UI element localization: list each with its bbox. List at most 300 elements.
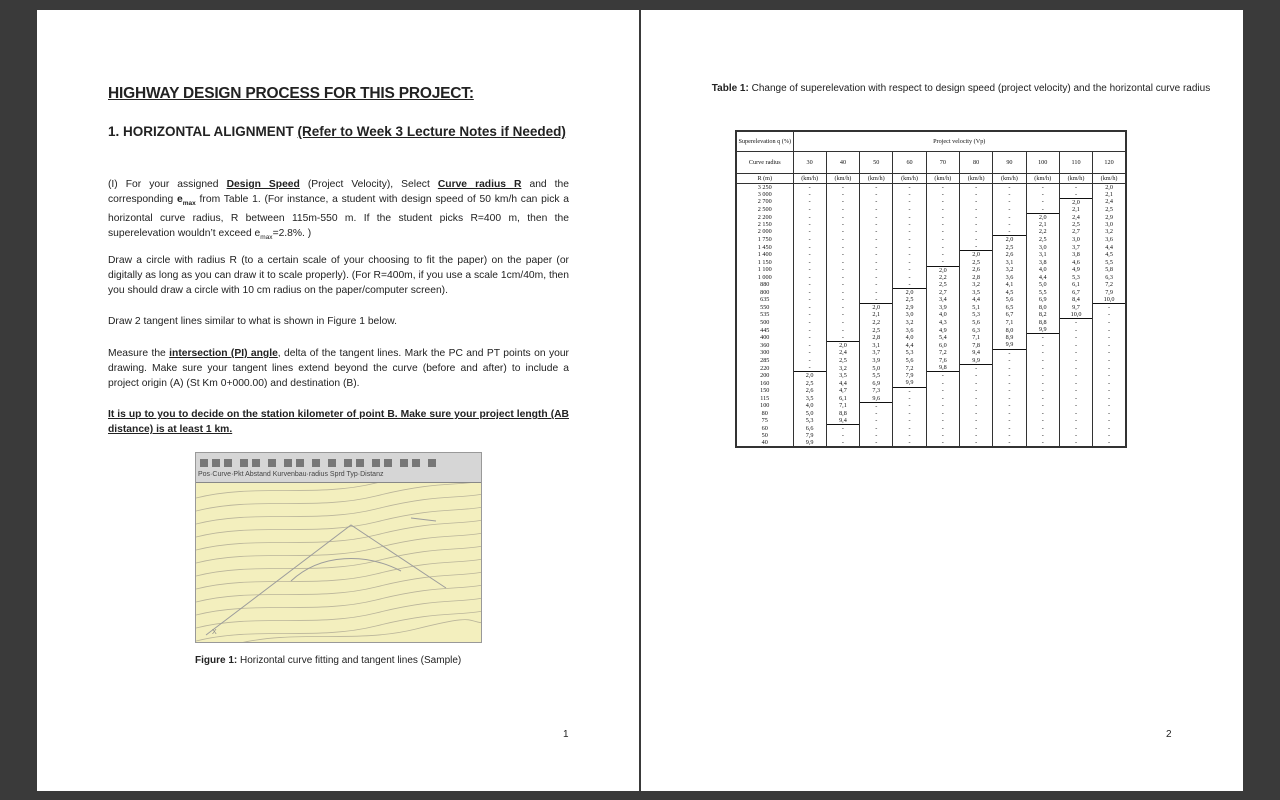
value-cell: - [1026,402,1059,410]
text-run: and the corresponding [108,179,569,205]
value-cell: 3,5 [826,372,859,380]
value-cell: - [1026,417,1059,425]
value-cell: 3,9 [860,357,893,365]
value-cell: - [793,221,826,228]
value-cell: 2,8 [959,274,992,281]
value-cell: - [959,243,992,251]
value-cell: - [826,274,859,281]
value-cell: 5,5 [1026,288,1059,296]
value-cell: 9,6 [860,395,893,403]
speed-header: 120 [1093,151,1126,173]
radius-cell: 75 [736,417,793,425]
value-cell: - [860,221,893,228]
value-cell: - [993,183,1026,191]
value-cell: 9,9 [793,439,826,447]
value-cell: 3,6 [893,326,926,334]
design-speed-term: Design Speed [226,179,300,190]
value-cell: - [826,228,859,236]
value-cell: - [959,213,992,221]
value-cell: - [826,326,859,334]
table-row [736,243,1126,251]
emax-symbol: e [177,194,183,205]
value-cell: - [793,206,826,214]
value-cell: - [1059,191,1092,199]
speed-header: 30 [793,151,826,173]
toolbar-status-row: Pos·Curve·Pkt Abstand Kurvenbau·radius Sprd Typ·Distanz [198,471,384,478]
value-cell: 9,8 [926,364,959,372]
value-cell: 4,4 [1026,274,1059,281]
value-cell: - [959,387,992,395]
instruction-paragraph-2: Draw a circle with radius R (to a certain scale of your choosing to fit the paper) on the paper (or digitally as long as you can draw it to scale properly). (For R=400m, if you use a scale 1cm/40m, then you should draw a circle with 10 cm radius on the paper/computer screen). [108,255,570,296]
radius-cell: 115 [736,395,793,403]
instruction-paragraph-3: Draw 2 tangent lines similar to what is shown in Figure 1 below. [108,316,398,327]
value-cell: 4,6 [1059,258,1092,266]
value-cell: - [860,228,893,236]
radius-cell: 40 [736,439,793,447]
value-cell: 3,0 [1093,221,1126,228]
value-cell: - [793,341,826,349]
value-cell: - [993,432,1026,439]
curve-radius-header: Curve radius [736,151,793,173]
value-cell: - [1026,364,1059,372]
value-cell: 4,1 [993,281,1026,289]
value-cell: - [860,410,893,417]
table-row [736,379,1126,387]
value-cell: - [860,191,893,199]
value-cell: 3,9 [926,304,959,312]
value-cell: 2,5 [993,243,1026,251]
table-row [736,425,1126,433]
value-cell: - [826,296,859,304]
value-cell: - [893,198,926,206]
value-cell: - [926,183,959,191]
value-cell: - [1093,402,1126,410]
value-cell: - [1093,425,1126,433]
value-cell: 5,3 [793,417,826,425]
value-cell: - [860,213,893,221]
value-cell: 4,5 [993,288,1026,296]
value-cell: - [1059,379,1092,387]
value-cell: - [1059,402,1092,410]
value-cell: - [993,417,1026,425]
value-cell: - [893,206,926,214]
value-cell: 7,1 [993,319,1026,327]
value-cell: - [926,243,959,251]
value-cell: - [793,274,826,281]
value-cell: - [926,258,959,266]
value-cell: - [993,364,1026,372]
value-cell: - [993,221,1026,228]
unit-header: (km/h) [826,173,859,183]
value-cell: - [893,432,926,439]
table-row [736,334,1126,342]
value-cell: - [793,251,826,259]
value-cell: - [826,311,859,319]
value-cell: 7,9 [893,372,926,380]
value-cell: 3,7 [1059,243,1092,251]
text-run: from Table 1. (For instance, a student with design speed of 50 km/h can pick a horizontal curve radius, R between 115m-550 m. If the student picks R=400 m, then the superelevation wouldn’t exceed e [108,194,569,240]
value-cell: - [993,357,1026,365]
value-cell: - [926,432,959,439]
value-cell: 5,0 [793,410,826,417]
value-cell: 4,0 [793,402,826,410]
value-cell: - [826,213,859,221]
section-number: 1. [108,124,120,139]
value-cell: 2,9 [1093,213,1126,221]
value-cell: - [860,402,893,410]
value-cell: 6,3 [959,326,992,334]
value-cell: - [1059,183,1092,191]
value-cell: 2,1 [860,311,893,319]
value-cell: - [959,228,992,236]
value-cell: - [1093,417,1126,425]
value-cell: 5,6 [993,296,1026,304]
value-cell: 2,7 [926,288,959,296]
value-cell: - [860,281,893,289]
figure-caption-label: Figure 1: [195,655,238,666]
value-cell: 3,8 [1059,251,1092,259]
value-cell: - [959,206,992,214]
radius-cell: 800 [736,288,793,296]
value-cell: - [893,281,926,289]
speed-header: 100 [1026,151,1059,173]
radius-cell: 3 250 [736,183,793,191]
radius-cell: 2 200 [736,213,793,221]
value-cell: - [826,304,859,312]
text-run: Measure the [108,348,170,359]
value-cell: - [793,349,826,357]
value-cell: 9,9 [1026,326,1059,334]
value-cell: - [893,243,926,251]
value-cell: - [1093,395,1126,403]
figure-1-image [195,452,482,643]
project-velocity-header: Project velocity (Vp) [793,131,1126,151]
table-row [736,251,1126,259]
value-cell: - [926,395,959,403]
value-cell: - [893,251,926,259]
section-reference: (Refer to Week 3 Lecture Notes if Needed) [297,124,566,139]
value-cell: 3,6 [1093,236,1126,244]
value-cell: 5,5 [1093,258,1126,266]
value-cell: 2,5 [959,258,992,266]
radius-cell: 3 000 [736,191,793,199]
superelevation-table [735,130,1127,448]
value-cell: 8,0 [993,326,1026,334]
unit-header: (km/h) [860,173,893,183]
radius-cell: 400 [736,334,793,342]
value-cell: - [793,258,826,266]
value-cell: 9,9 [893,379,926,387]
table-row [736,311,1126,319]
value-cell: 2,0 [793,372,826,380]
radius-cell: 285 [736,357,793,365]
value-cell: 2,4 [826,349,859,357]
value-cell: - [893,387,926,395]
value-cell: - [1026,191,1059,199]
value-cell: - [1093,379,1126,387]
value-cell: - [826,281,859,289]
value-cell: - [1093,304,1126,312]
value-cell: 2,5 [893,296,926,304]
value-cell: - [1093,364,1126,372]
value-cell: 2,0 [893,288,926,296]
speed-header: 50 [860,151,893,173]
value-cell: - [860,243,893,251]
value-cell: - [826,206,859,214]
value-cell: 3,2 [993,266,1026,274]
value-cell: 4,0 [893,334,926,342]
value-cell: - [1093,357,1126,365]
table-row [736,206,1126,214]
value-cell: 6,0 [926,341,959,349]
radius-cell: 880 [736,281,793,289]
radius-cell: 60 [736,425,793,433]
value-cell: - [826,183,859,191]
value-cell: 7,3 [860,387,893,395]
value-cell: - [826,258,859,266]
value-cell: - [826,266,859,274]
value-cell: 2,0 [860,304,893,312]
value-cell: - [793,319,826,327]
value-cell: 7,2 [926,349,959,357]
value-cell: 6,3 [1093,274,1126,281]
value-cell: - [860,206,893,214]
table-row [736,432,1126,439]
table-row [736,228,1126,236]
value-cell: 2,0 [1026,213,1059,221]
value-cell: 8,8 [1026,319,1059,327]
value-cell: - [893,439,926,447]
table-row [736,236,1126,244]
page-title: HIGHWAY DESIGN PROCESS FOR THIS PROJECT: [108,85,474,102]
value-cell: - [826,334,859,342]
table-row [736,304,1126,312]
unit-header: (km/h) [1093,173,1126,183]
value-cell: - [793,326,826,334]
value-cell: - [860,251,893,259]
value-cell: - [926,372,959,380]
unit-header: (km/h) [893,173,926,183]
value-cell: - [893,236,926,244]
value-cell: - [793,304,826,312]
value-cell: - [860,198,893,206]
value-cell: 3,0 [1026,243,1059,251]
value-cell: 2,0 [926,266,959,274]
value-cell: 6,7 [993,311,1026,319]
value-cell: - [793,296,826,304]
value-cell: 2,5 [1026,236,1059,244]
page-number: 2 [1166,729,1172,740]
value-cell: - [959,439,992,447]
value-cell: - [793,243,826,251]
radius-cell: 80 [736,410,793,417]
value-cell: - [926,402,959,410]
value-cell: - [1026,379,1059,387]
value-cell: - [959,402,992,410]
value-cell: 7,8 [959,341,992,349]
radius-cell: 1 400 [736,251,793,259]
value-cell: - [793,288,826,296]
value-cell: 2,5 [860,326,893,334]
value-cell: 3,2 [893,319,926,327]
table-row [736,198,1126,206]
value-cell: - [793,281,826,289]
radius-cell: 200 [736,372,793,380]
radius-cell: 2 500 [736,206,793,214]
value-cell: - [793,357,826,365]
figure-marker-label: X [212,629,217,636]
radius-cell: 2 150 [736,221,793,228]
value-cell: 8,8 [826,410,859,417]
radius-cell: 2 000 [736,228,793,236]
value-cell: - [1059,425,1092,433]
value-cell: 6,1 [1059,281,1092,289]
corner-label: Superelevation q (%) [736,131,793,151]
value-cell: 2,5 [826,357,859,365]
value-cell: - [893,266,926,274]
value-cell: 5,8 [1093,266,1126,274]
value-cell: - [826,425,859,433]
value-cell: - [993,402,1026,410]
value-cell: - [959,379,992,387]
value-cell: 3,5 [793,395,826,403]
value-cell: - [926,425,959,433]
radius-cell: 150 [736,387,793,395]
value-cell: 2,6 [793,387,826,395]
value-cell: 6,9 [1026,296,1059,304]
value-cell: - [826,251,859,259]
value-cell: - [1059,432,1092,439]
value-cell: 5,3 [1059,274,1092,281]
value-cell: - [993,372,1026,380]
value-cell: - [959,417,992,425]
value-cell: - [860,183,893,191]
value-cell: - [1026,395,1059,403]
value-cell: - [926,387,959,395]
value-cell: - [926,213,959,221]
value-cell: 10,0 [1093,296,1126,304]
radius-cell: 2 700 [736,198,793,206]
value-cell: - [793,334,826,342]
value-cell: 2,6 [959,266,992,274]
value-cell: - [1026,198,1059,206]
value-cell: 2,0 [1059,198,1092,206]
value-cell: - [860,288,893,296]
curve-radius-term: Curve radius R [437,179,522,190]
radius-cell: 500 [736,319,793,327]
value-cell: - [893,410,926,417]
table-row [736,341,1126,349]
value-cell: 4,4 [893,341,926,349]
table-row [736,326,1126,334]
value-cell: - [1093,410,1126,417]
table-caption-text: Change of superelevation with respect to design speed (project velocity) and the horizontal curve radius [748,83,1211,94]
value-cell: - [826,236,859,244]
value-cell: - [1026,183,1059,191]
value-cell: - [1093,311,1126,319]
toolbar-icons [196,455,482,471]
table-row [736,387,1126,395]
text-run: =2.8%. ) [272,228,312,240]
table-row [736,395,1126,403]
instruction-paragraph-1 [108,177,569,245]
value-cell: - [860,236,893,244]
value-cell: 6,1 [826,395,859,403]
value-cell: - [1059,372,1092,380]
radius-cell: 550 [736,304,793,312]
value-cell: - [893,191,926,199]
value-cell: 4,9 [926,326,959,334]
value-cell: - [1026,334,1059,342]
value-cell: 3,6 [993,274,1026,281]
value-cell: 2,4 [1093,198,1126,206]
document-page-2 [641,10,1243,791]
table-row [736,191,1126,199]
table-row [736,281,1126,289]
value-cell: 2,1 [1093,191,1126,199]
value-cell: - [893,425,926,433]
value-cell: - [793,213,826,221]
pi-angle-term: intersection (PI) angle [169,348,278,359]
value-cell: 4,4 [959,296,992,304]
text-run: (I) For your assigned [108,179,227,190]
value-cell: - [826,191,859,199]
value-cell: - [993,191,1026,199]
value-cell: 2,2 [926,274,959,281]
value-cell: 2,0 [826,341,859,349]
value-cell: - [926,228,959,236]
value-cell: - [826,288,859,296]
value-cell: - [993,395,1026,403]
value-cell: 9,4 [826,417,859,425]
value-cell: 7,9 [1093,288,1126,296]
value-cell: 2,7 [1059,228,1092,236]
value-cell: - [993,198,1026,206]
value-cell: 2,5 [1059,221,1092,228]
value-cell: 3,7 [860,349,893,357]
table-row [736,296,1126,304]
value-cell: - [993,379,1026,387]
value-cell: - [893,221,926,228]
value-cell: - [1093,439,1126,447]
value-cell: 2,5 [1093,206,1126,214]
value-cell: 5,3 [893,349,926,357]
radius-cell: 635 [736,296,793,304]
radius-cell: 1 750 [736,236,793,244]
table-row [736,349,1126,357]
value-cell: 3,1 [860,341,893,349]
radius-cell: 100 [736,402,793,410]
value-cell: - [1093,341,1126,349]
table-row [736,183,1126,191]
value-cell: - [893,183,926,191]
emax-subscript: max [182,200,196,208]
value-cell: 5,1 [959,304,992,312]
value-cell: - [959,364,992,372]
emax-subscript: max [260,234,273,242]
value-cell: - [1093,372,1126,380]
section-title: HORIZONTAL ALIGNMENT [123,124,294,139]
speed-header: 80 [959,151,992,173]
value-cell: 9,7 [1059,304,1092,312]
speed-header: 110 [1059,151,1092,173]
value-cell: 4,9 [1059,266,1092,274]
value-cell: - [926,379,959,387]
value-cell: 3,2 [959,281,992,289]
value-cell: 5,3 [959,311,992,319]
value-cell: - [826,439,859,447]
value-cell: 4,5 [1093,251,1126,259]
